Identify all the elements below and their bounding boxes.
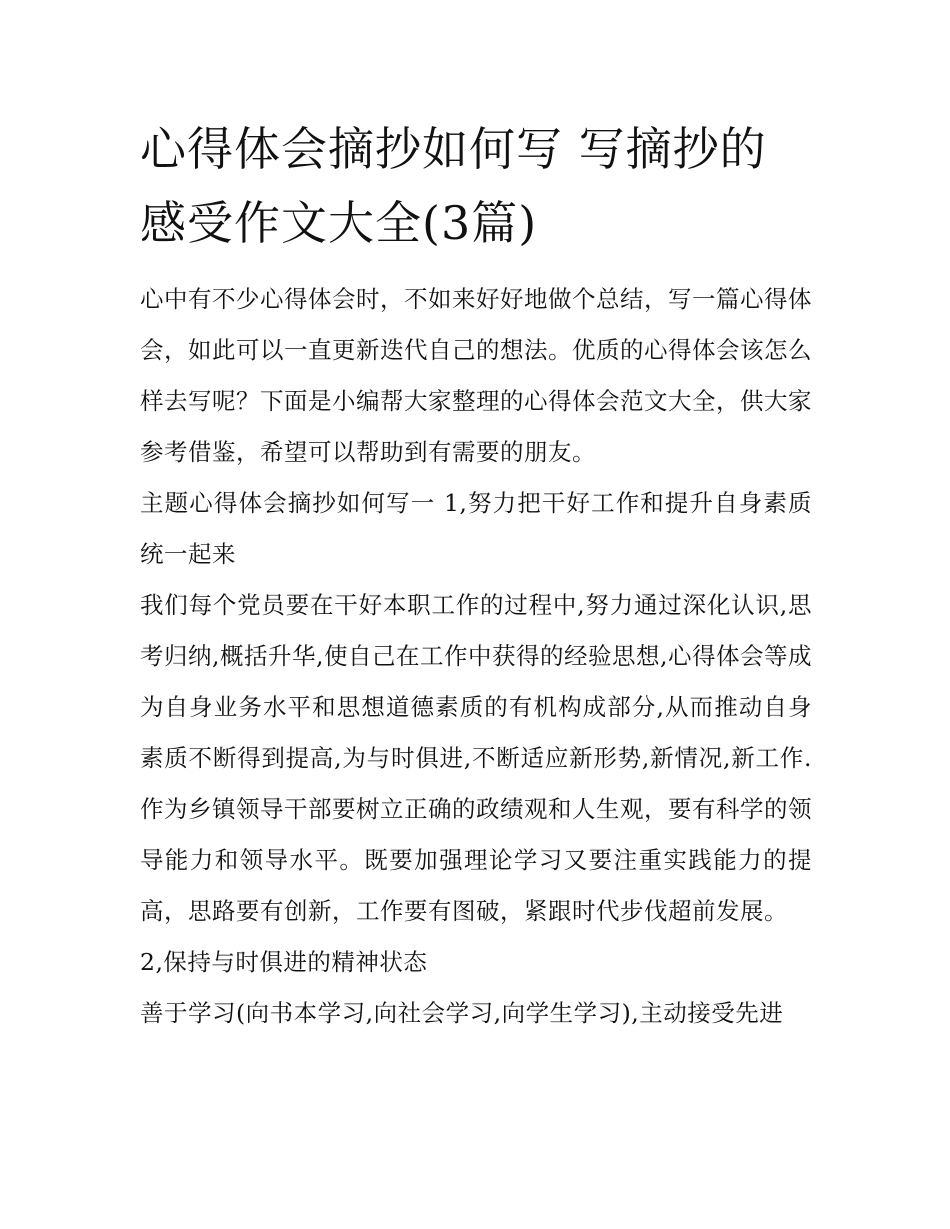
document-body	[140, 274, 812, 1039]
section-paragraph-2: 善于学习(向书本学习,向社会学习,向学生学习),主动接受先进	[140, 999, 784, 1027]
section-heading-2: 2,保持与时俱进的精神状态	[140, 948, 428, 976]
intro-paragraph: 心中有不少心得体会时，不如来好好地做个总结，写一篇心得体会，如此可以一直更新迭代自己的想法。优质的心得体会该怎么样去写呢？下面是小编帮大家整理的心得体会范文大全，供大家参考借鉴，希望可以帮助到有需要的朋友。	[140, 285, 812, 466]
section-paragraph-1: 我们每个党员要在干好本职工作的过程中,努力通过深化认识,思考归纳,概括升华,使自己在工作中获得的经验思想,心得体会等成为自身业务水平和思想道德素质的有机构成部分,从而推动自身素质不断得到提高,为与时俱进,不断适应新形势,新情况,新工作.作为乡镇领导干部要树立正确的政绩观和人生观，要有科学的领导能力和领导水平。既要加强理论学习又要注重实践能力的提高，思路要有创新，工作要有图破，紧跟时代步伐超前发展。	[140, 591, 812, 925]
section-heading-1: 主题心得体会摘抄如何写一 1,努力把干好工作和提升自身素质统一起来	[140, 489, 812, 568]
document-title: 心得体会摘抄如何写 写摘抄的感受作文大全(3篇)	[140, 122, 767, 250]
document-page	[140, 112, 812, 1039]
